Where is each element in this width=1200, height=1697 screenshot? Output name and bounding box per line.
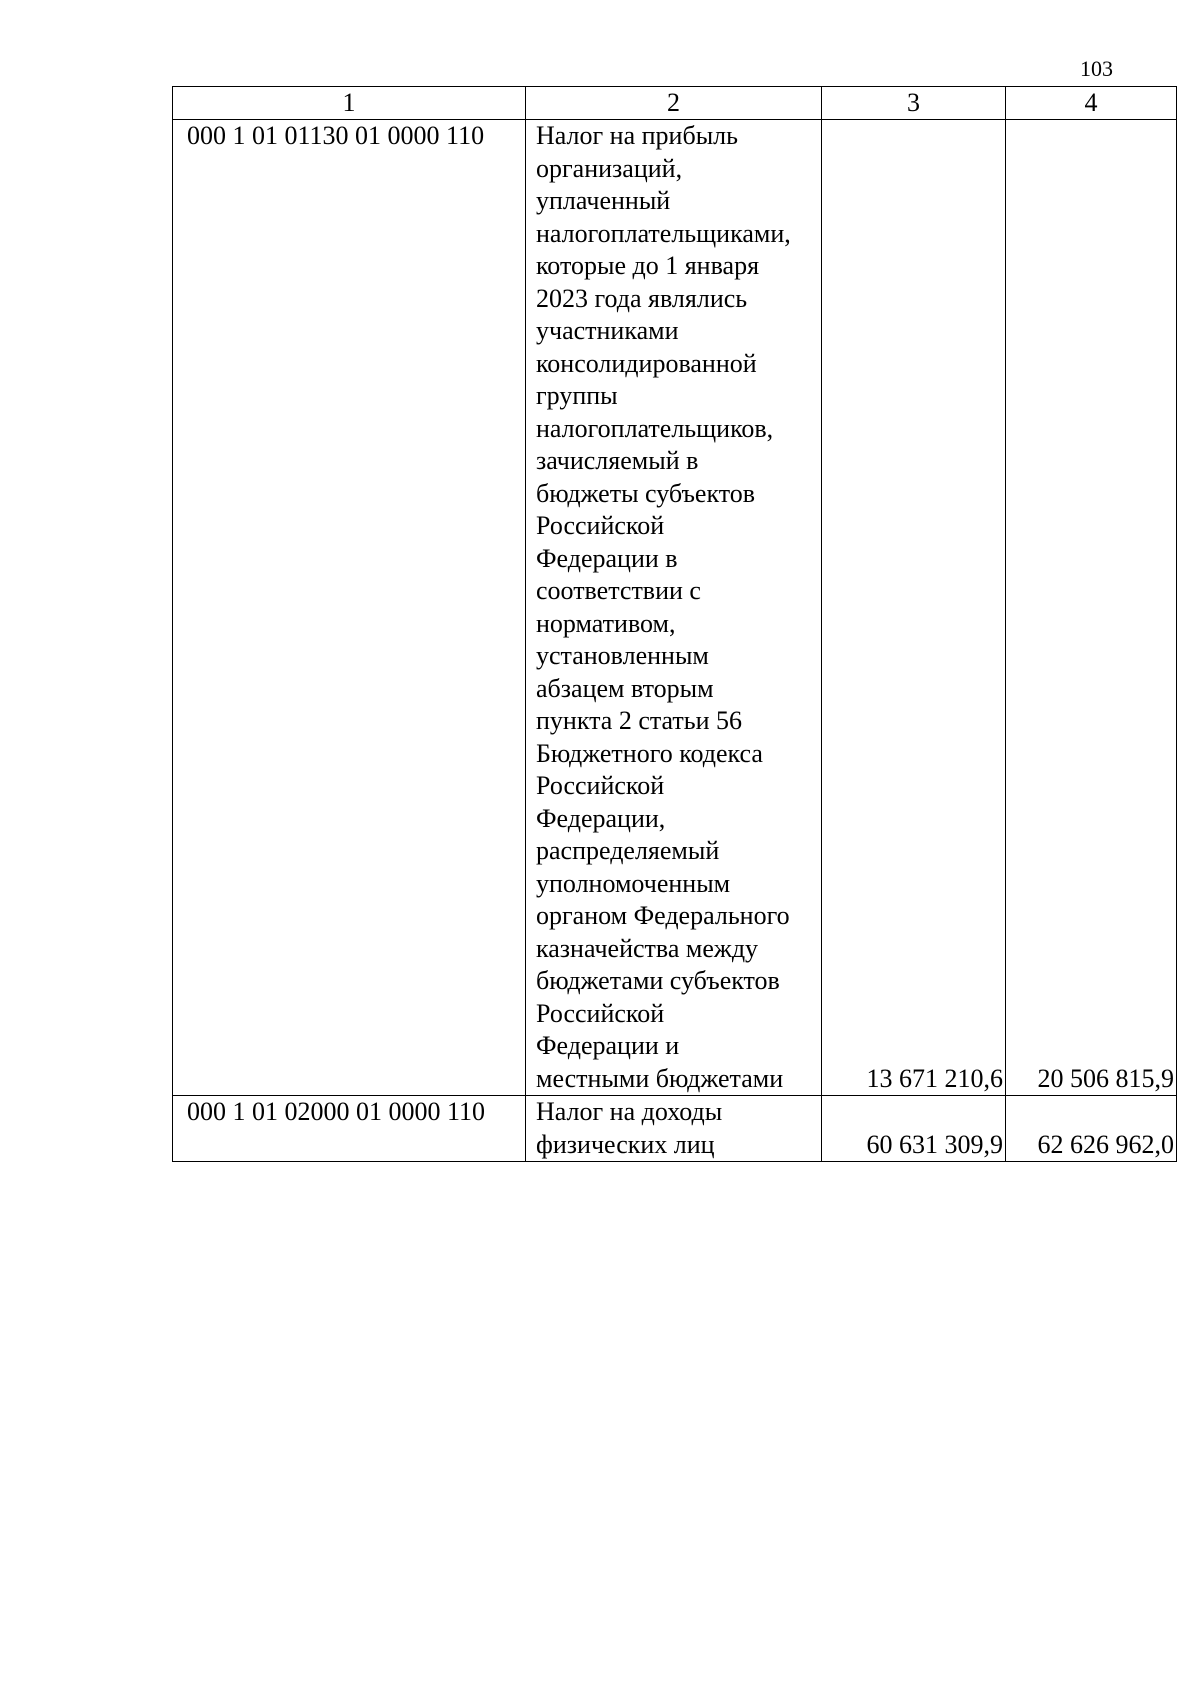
income-name-text: Налог на прибыль организаций, уплаченный налогоплательщиками, которые до 1 января 2023 года являлись участниками консолидированной группы налогоплательщиков, зачисляемый в бюджеты субъектов Российской Федерации в соответствии с нормативом, установленным абзацем вторым пункта 2 статьи 56 Бюджетного кодекса Российской Федерации, распределяемый уполномоченным органом Федерального казначейства между бюджетами субъектов Российской Федерации и местными бюджетами [536,121,791,1093]
column-header-4: 4 [1006,87,1177,120]
table-header-row [173,87,1177,120]
income-name-text: Налог на доходы физических лиц [536,1097,723,1159]
value-column-3-cell: 60 631 309,9 [822,1096,1006,1162]
column-header-3: 3 [822,87,1006,120]
budget-code-cell: 000 1 01 02000 01 0000 110 [173,1096,526,1162]
column-header-2: 2 [526,87,822,120]
income-name-cell [526,1096,822,1162]
table-row [173,120,1177,1096]
column-header-1: 1 [173,87,526,120]
value-column-4-cell: 62 626 962,0 [1006,1096,1177,1162]
budget-code-cell: 000 1 01 01130 01 0000 110 [173,120,526,1096]
value-column-3-cell: 13 671 210,6 [822,120,1006,1096]
page-number: 103 [1080,56,1113,81]
budget-table [172,86,1177,1162]
income-name-cell [526,120,822,1096]
value-column-4-cell: 20 506 815,9 [1006,120,1177,1096]
table-row [173,1096,1177,1162]
